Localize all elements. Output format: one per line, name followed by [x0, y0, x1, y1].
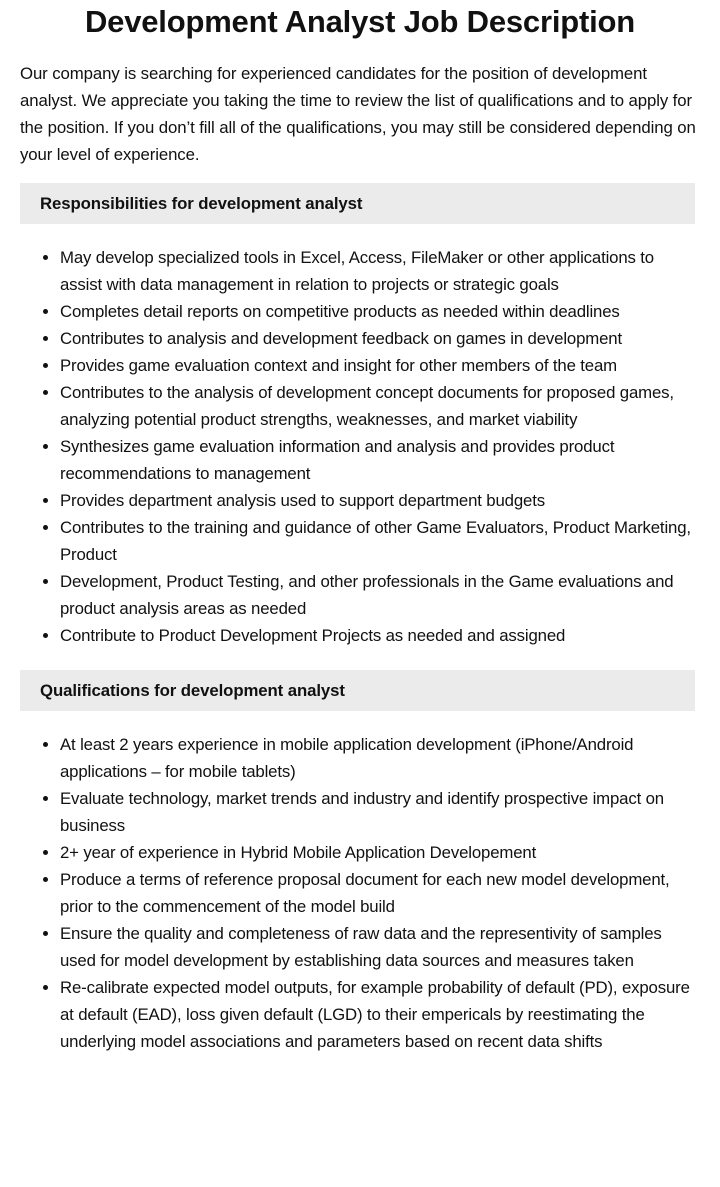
list-item: • Ensure the quality and completeness of raw data and the representivity of samples used for model development by establishing data sources and measures taken	[60, 920, 720, 974]
list-item: • 2+ year of experience in Hybrid Mobile Application Developement	[60, 839, 720, 866]
list-item: • Provides department analysis used to support department budgets	[60, 487, 720, 514]
list-item: • Produce a terms of reference proposal document for each new model development, prior to the commencement of the model build	[60, 866, 720, 920]
list-item: • Evaluate technology, market trends and industry and identify prospective impact on business	[60, 785, 720, 839]
page-title: Development Analyst Job Description	[85, 4, 635, 39]
list-item: • Contributes to the analysis of development concept documents for proposed games, analyzing potential product strengths, weaknesses, and market viability	[60, 379, 720, 433]
list-item: • Contributes to the training and guidance of other Game Evaluators, Product Marketing, Product	[60, 514, 720, 568]
list-item: • Contribute to Product Development Projects as needed and assigned	[60, 622, 720, 649]
qualifications-heading: Qualifications for development analyst	[20, 670, 695, 711]
list-item: • At least 2 years experience in mobile application development (iPhone/Android applications – for mobile tablets)	[60, 731, 720, 785]
list-item: • Development, Product Testing, and other professionals in the Game evaluations and product analysis areas as needed	[60, 568, 720, 622]
list-item: • Synthesizes game evaluation information and analysis and provides product recommendations to management	[60, 433, 720, 487]
list-item: • Provides game evaluation context and insight for other members of the team	[60, 352, 720, 379]
list-item: • Re-calibrate expected model outputs, for example probability of default (PD), exposure at default (EAD), loss given default (LGD) to their empericals by reestimating the underlying model associations and parameters based on recent data shifts	[60, 974, 720, 1055]
qualifications-list	[0, 731, 720, 1055]
intro-paragraph: Our company is searching for experienced candidates for the position of development analyst. We appreciate you taking the time to review the list of qualifications and to apply for the position. If you don’t fill all of the qualifications, you may still be considered depending on your level of experience.	[20, 64, 696, 164]
list-item: • Contributes to analysis and development feedback on games in development	[60, 325, 720, 352]
list-item: • May develop specialized tools in Excel, Access, FileMaker or other applications to assist with data management in relation to projects or strategic goals	[60, 244, 720, 298]
responsibilities-list	[0, 244, 720, 649]
responsibilities-heading: Responsibilities for development analyst	[20, 183, 695, 224]
list-item: • Completes detail reports on competitive products as needed within deadlines	[60, 298, 720, 325]
